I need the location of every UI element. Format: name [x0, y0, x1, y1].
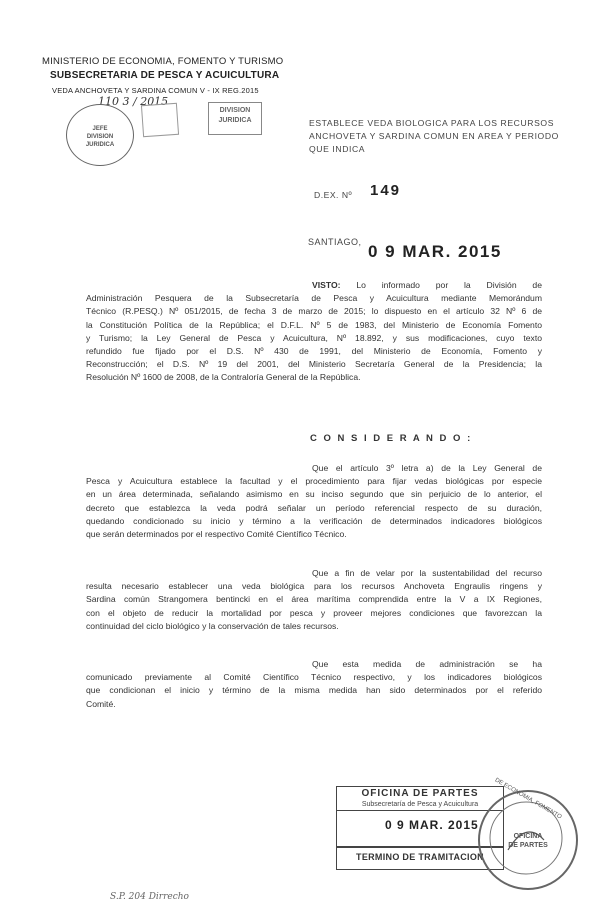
considerando-paragraph-3: [86, 658, 542, 711]
visto-section: [86, 279, 542, 385]
subsecretaria-name: SUBSECRETARIA DE PESCA Y ACUICULTURA: [50, 70, 280, 81]
p1-line: que serán determinados por el respectivo Comité Científico Técnico.: [86, 529, 347, 540]
stamp-jefe-line3: JURIDICA: [85, 142, 115, 148]
visto-line: refundido fue fijado por el D.S. Nº 430 de 1991, del Ministerio de Economía, Fomento y: [86, 346, 542, 357]
stamp-jefe-line1: JEFE: [92, 126, 108, 132]
termino-label: TERMINO DE TRAMITACION: [356, 852, 484, 862]
p1-line: en un área determinada, señalando asimismo en su inciso segundo que sin perjuicio de lo anterior, el: [86, 489, 542, 500]
jefe-division-stamp: [66, 104, 134, 166]
division-juridica-stamp: [208, 102, 262, 135]
stamp-jefe-line2: DIVISION: [86, 134, 114, 140]
visto-line-0: Lo informado por la División de: [356, 280, 542, 290]
stamp-division-line2: JURIDICA: [218, 117, 252, 124]
visto-line: Resolución Nº 1600 de 2008, de la Contraloría General de la República.: [86, 372, 361, 383]
p3-line: que condicionan el inicio y término de la misma medida han sido determinados por el referido: [86, 685, 542, 696]
p3-line: Comité.: [86, 698, 116, 709]
p2-line: Sardina común Strangomera bentincki en el área marítima comprendida entre la V a IX Regiones,: [86, 594, 542, 605]
seal-center-text: [480, 832, 576, 850]
signature-mark: [141, 103, 179, 137]
considerando-paragraph-1: [86, 462, 542, 541]
visto-first-line: [86, 279, 542, 292]
p1-line: Que el artículo 3º letra a) de la Ley General de: [312, 463, 542, 473]
ministry-seal: [478, 777, 578, 890]
ministry-name: MINISTERIO DE ECONOMIA, FOMENTO Y TURISMO: [42, 56, 284, 67]
oficina-date: 0 9 MAR. 2015: [385, 818, 479, 832]
p1-line: decreto que establezca la veda podrá señalar un período referencial respecto de su duración,: [86, 502, 542, 513]
decree-label: D.EX. Nº: [314, 190, 353, 200]
p2-line: continuidad del ciclo biológico y la conservación de tales recursos.: [86, 620, 339, 631]
p2-line: resulta necesario establecer una veda biológica para los recursos Anchoveta Engraulis ringens y: [86, 581, 542, 592]
p3-line: Que esta medida de administración se ha: [312, 659, 542, 669]
considerando-heading: C O N S I D E R A N D O :: [310, 433, 473, 444]
document-title: [309, 117, 559, 156]
seal-top-text: DE ECONOMIA, FOMENTO: [493, 777, 563, 821]
title-line2: ANCHOVETA Y SARDINA COMUN EN AREA Y PERIODO: [309, 131, 559, 141]
p2-line: Que a fin de velar por la sustentabilidad del recurso: [312, 568, 542, 578]
visto-label: VISTO:: [312, 280, 341, 290]
seal-mid-2: DE PARTES: [508, 842, 548, 849]
handwritten-footer-note: S.P. 204 Dirrecho: [110, 892, 189, 902]
p3-line: comunicado previamente al Comité Científico Técnico respectivo, y los indicadores biológicos: [86, 672, 542, 683]
p2-line: con el objeto de reducir la mortalidad por pesca y proveer mejores condiciones que favorezcan la: [86, 607, 542, 618]
visto-line: la Constitución Política de la República; el D.F.L. Nº 5 de 1983, del Ministerio de Economía Fomento: [86, 319, 542, 330]
visto-line: Administración Pesquera de la Subsecretaría de Pesca y Acuicultura mediante Memorándum: [86, 293, 542, 304]
decree-number: 149: [370, 182, 402, 199]
p1-line: Pesca y Acuicultura establece la facultad y el procedimiento para fijar vedas biológicas por especie: [86, 476, 542, 487]
seal-mid-1: OFICINA: [513, 833, 543, 840]
place-label: SANTIAGO,: [308, 237, 362, 247]
visto-line: Reconstrucción; el D.S. Nº 19 del 2001, del Ministerio Secretaría General de la Presidencia; la: [86, 359, 542, 370]
oficina-title: OFICINA DE PARTES: [361, 788, 479, 799]
reference-line: VEDA ANCHOVETA Y SARDINA COMUN V - IX REG.2015: [52, 86, 259, 95]
visto-line: y Turismo; la Ley General de Pesca y Acuicultura, Nº 18.892, y sus modificaciones, cuyo texto: [86, 332, 542, 343]
stamp-division-line1: DIVISION: [219, 107, 251, 114]
oficina-subtitle: Subsecretaría de Pesca y Acuicultura: [337, 801, 503, 811]
considerando-paragraph-2: [86, 567, 542, 633]
visto-line: Técnico (R.PESQ.) Nº 051/2015, de fecha 3 de marzo de 2015; lo dispuesto en el artículo 32 Nº 6 de: [86, 306, 542, 317]
handwritten-number: 110 3 / 2015: [98, 95, 169, 108]
p1-line: quedando condicionado su inicio y término a la verificación de determinados indicadores biológicos: [86, 515, 542, 526]
title-line3: QUE INDICA: [309, 144, 366, 154]
title-line1: ESTABLECE VEDA BIOLOGICA PARA LOS RECURSOS: [309, 118, 555, 128]
decree-date: 0 9 MAR. 2015: [368, 242, 502, 261]
